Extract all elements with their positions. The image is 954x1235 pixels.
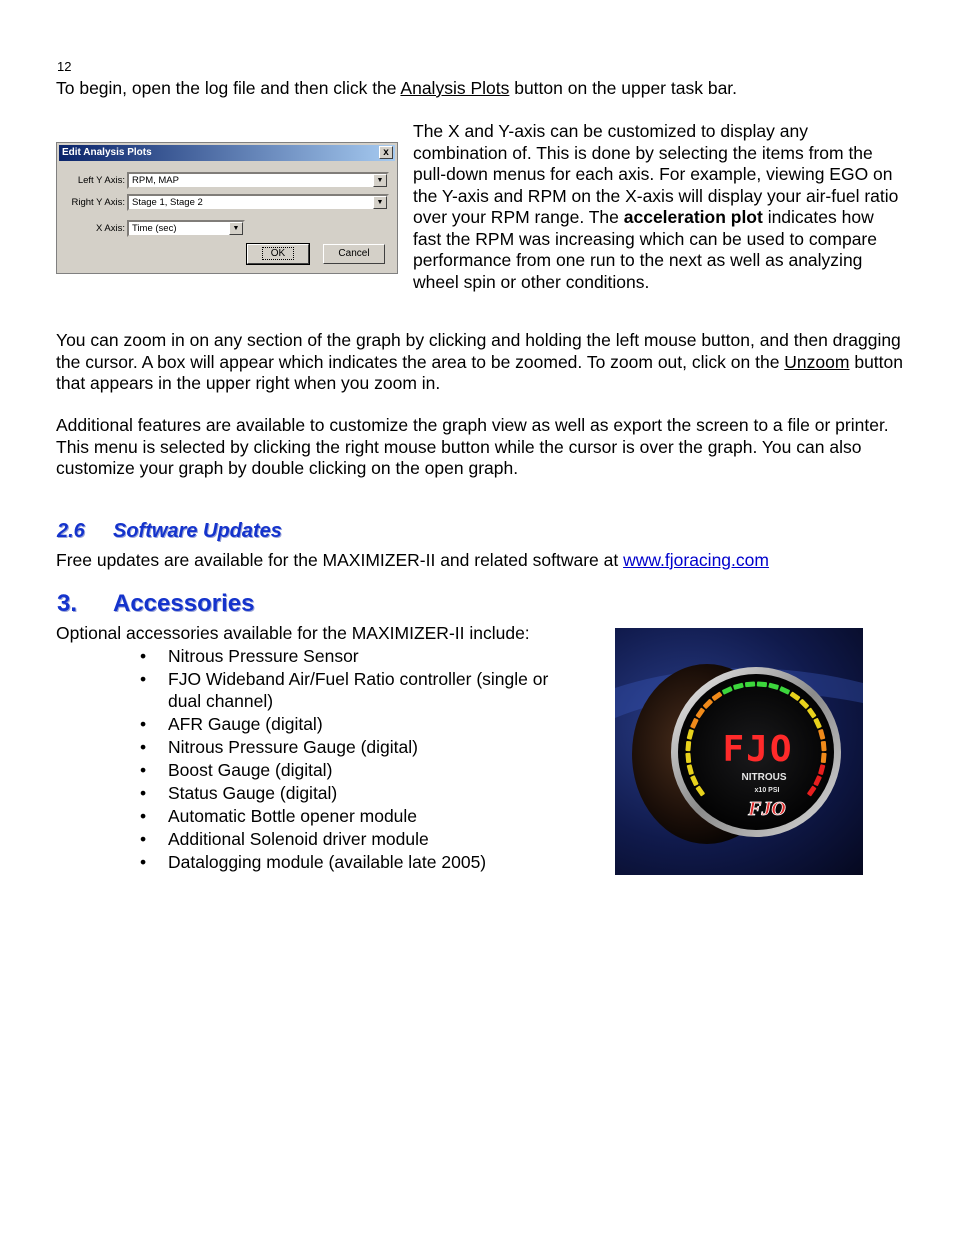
x-axis-value: Time (sec) [132, 223, 177, 234]
zoom-text-before: You can zoom in on any section of the graph by clicking and holding the left mouse button, and then dragging the cursor. A box will appear which indicates the area to be zoomed. To zoom out, click on the [56, 330, 901, 372]
fjoracing-link[interactable]: www.fjoracing.com [623, 550, 769, 570]
edit-analysis-plots-dialog [56, 142, 398, 274]
dialog-titlebar [59, 145, 395, 161]
gauge-led-segment [685, 741, 691, 751]
section-2-6-title: Software Updates [113, 520, 282, 542]
dialog-title: Edit Analysis Plots [62, 147, 152, 158]
intro-text-after: button on the upper task bar. [509, 78, 738, 98]
zoom-text-after: button that appears in the upper right when you zoom in. [56, 351, 903, 393]
chevron-down-icon[interactable]: ▼ [229, 222, 243, 235]
right-y-axis-select[interactable] [127, 194, 389, 211]
right-y-axis-value: Stage 1, Stage 2 [132, 197, 203, 208]
axis-text-after: indicates how fast the RPM was increasing which can be used to compare performance from one run to the next as well as analyzing wheel spin or other conditions. [413, 207, 877, 292]
chevron-down-icon[interactable]: ▼ [373, 196, 387, 209]
gauge-led-segment [745, 681, 755, 687]
axis-text-before: The X and Y-axis can be customized to display any combination of. This is done by selecting the items from the pull-down menus for each axis. For example, viewing EGO on the Y-axis and RPM on the X-axis will display your air-fuel ratio over your RPM range. The [413, 121, 899, 227]
acceleration-plot-term: acceleration plot [623, 207, 763, 227]
section-3-heading [57, 590, 254, 618]
section-2-6-number: 2.6 [57, 520, 85, 542]
list-item: • Status Gauge (digital) [140, 783, 585, 805]
x-axis-select[interactable] [127, 220, 245, 237]
list-item: • Datalogging module (available late 2005) [140, 852, 585, 874]
list-item: • Nitrous Pressure Gauge (digital) [140, 737, 585, 759]
ok-button-label: OK [262, 247, 294, 260]
section-3-number: 3. [57, 590, 78, 617]
unzoom-link[interactable]: Unzoom [784, 351, 850, 372]
gauge-label: NITROUS [741, 772, 787, 783]
gauge-led-segment [821, 741, 827, 751]
accessories-intro: Optional accessories available for the MAXIMIZER-II include: [56, 623, 530, 643]
left-y-axis-select[interactable] [127, 172, 389, 189]
chevron-down-icon[interactable]: ▼ [373, 174, 387, 187]
page-number: 12 [57, 59, 72, 74]
nitrous-gauge-photo [615, 628, 863, 875]
gauge-graphic [615, 628, 863, 875]
section-3-title: Accessories [113, 590, 255, 617]
list-item: • Automatic Bottle opener module [140, 806, 585, 828]
gauge-units: x10 PSI [754, 787, 780, 794]
gauge-led-segment [757, 681, 767, 687]
gauge-led-segment [685, 753, 691, 763]
list-item: • AFR Gauge (digital) [140, 714, 585, 736]
section-2-6-heading [57, 520, 282, 543]
close-icon[interactable]: x [379, 146, 393, 159]
list-item: • Nitrous Pressure Sensor [140, 646, 585, 668]
intro-paragraph [56, 78, 737, 100]
list-item: • FJO Wideband Air/Fuel Ratio controller (single or dual channel) [140, 669, 585, 712]
intro-text-before: To begin, open the log file and then click the [56, 78, 401, 98]
analysis-plots-link[interactable]: Analysis Plots [400, 78, 510, 98]
left-y-axis-value: RPM, MAP [132, 175, 179, 186]
features-paragraph: Additional features are available to customize the graph view as well as export the screen to a file or printer. This menu is selected by clicking the right mouse button while the cursor is over the graph. You can also customize your graph by double clicking on the open graph. [56, 415, 889, 478]
list-item: • Additional Solenoid driver module [140, 829, 585, 851]
x-axis-label: X Axis: [95, 223, 125, 234]
gauge-display: FJO [722, 729, 794, 770]
right-y-axis-label: Right Y Axis: [71, 197, 125, 208]
accessories-list [140, 646, 585, 875]
gauge-led-segment [821, 753, 827, 763]
fjo-logo: FJO [748, 798, 786, 820]
updates-text: Free updates are available for the MAXIMIZER-II and related software at [56, 550, 624, 570]
updates-paragraph [56, 550, 769, 572]
axis-customization-paragraph [413, 121, 903, 293]
ok-button[interactable] [247, 244, 309, 264]
left-y-axis-label: Left Y Axis: [77, 175, 125, 186]
list-item: • Boost Gauge (digital) [140, 760, 585, 782]
zoom-paragraph [56, 330, 906, 395]
cancel-button[interactable]: Cancel [323, 244, 385, 264]
